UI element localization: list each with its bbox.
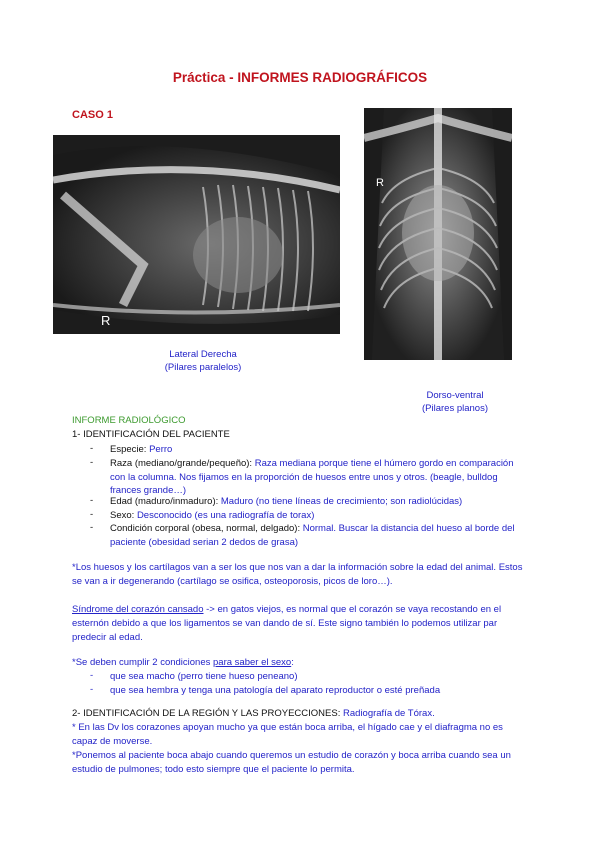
item-label: Raza (mediano/grande/pequeño): [110, 458, 253, 469]
list-dash: - [90, 443, 94, 454]
lateral-marker: R [101, 313, 111, 328]
section1-heading: 1- IDENTIFICACIÓN DEL PACIENTE [72, 429, 230, 440]
item-value: Maduro (no tiene líneas de crecimiento; son radiolúcidas) [220, 496, 463, 507]
syndrome-text: -> en gatos viejos, es normal que el corazón se vaya recostando en el esternón debido a que los ligamentos se van dando de sí. Este signo también lo podemos utilizar par predecir al edad. [72, 604, 502, 643]
item-value: Normal. Buscar la distancia del hueso al borde del paciente (obesidad serian 2 dedos de grasa) [110, 523, 515, 548]
sex-note-prefix: *Se deben cumplir 2 condiciones [72, 657, 214, 668]
note-dv: * En las Dv los corazones apoyan mucho ya que están boca arriba, el hígado cae y el diafragma no es capaz de moverse. [72, 722, 503, 747]
list-dash: - [90, 495, 94, 506]
item-label: Especie: [110, 444, 147, 455]
caption-lateral [148, 348, 258, 374]
list-item-sexo [110, 509, 520, 523]
item-label: Condición corporal (obesa, normal, delgado): [110, 523, 301, 534]
xray-dv-image [364, 108, 512, 360]
item-label: Sexo: [110, 510, 135, 521]
list-item-edad [110, 495, 520, 509]
syndrome-title: Síndrome del corazón cansado [72, 604, 204, 615]
case-label: CASO 1 [72, 109, 113, 121]
item-label: Edad (maduro/inmaduro): [110, 496, 219, 507]
caption-dv [400, 389, 510, 415]
list-item-raza [110, 457, 520, 498]
list-item-especie [110, 443, 520, 457]
note-syndrome [72, 603, 527, 645]
item-value: Desconocido (es una radiografía de torax) [136, 510, 315, 521]
item-value: Raza mediana porque tiene el húmero gordo en comparación con la columna. Nos fijamos en la proporción de huesos entre unos y otros. (beagle, bulldog frances grande…) [110, 458, 514, 496]
sex-note-link: para saber el sexo [213, 657, 292, 668]
list-dash: - [90, 684, 94, 695]
dv-marker: R [376, 177, 384, 189]
list-dash: - [90, 670, 94, 681]
xray-lateral-image [53, 135, 340, 334]
caption-lateral-note: (Pilares paralelos) [164, 362, 242, 373]
note-sex [72, 656, 527, 670]
caption-dv-note: (Pilares planos) [422, 403, 488, 414]
section2-label: 2- IDENTIFICACIÓN DE LA REGIÓN Y LAS PROYECCIONES: [72, 708, 343, 719]
caption-dv-view: Dorso-ventral [426, 390, 484, 401]
sex-note-suffix: : [291, 657, 294, 668]
sex-item-male: que sea macho (perro tiene hueso peneano) [110, 671, 298, 682]
list-item-condicion [110, 522, 520, 549]
list-dash: - [90, 457, 94, 468]
note-position: *Ponemos al paciente boca abajo cuando queremos un estudio de corazón y boca arriba cuando sea un estudio de pulmones; todo esto siempre que el paciente lo permita. [72, 750, 511, 775]
item-value: Perro [149, 444, 173, 455]
page-title: Práctica - INFORMES RADIOGRÁFICOS [172, 70, 428, 85]
list-dash: - [90, 522, 94, 533]
section2-value: Radiografía de Tórax. [343, 708, 435, 719]
list-dash: - [90, 509, 94, 520]
section2-heading [72, 707, 527, 721]
caption-lateral-view: Lateral Derecha [169, 349, 237, 360]
note-bones: *Los huesos y los cartílagos van a ser los que nos van a dar la información sobre la edad del animal. Estos se van a ir degenerando (cartílago se osifica, osteoporosis, picos de loro…). [72, 562, 523, 587]
sex-item-female: que sea hembra y tenga una patología del aparato reproductor o esté preñada [110, 685, 441, 696]
report-heading: INFORME RADIOLÓGICO [72, 415, 186, 426]
